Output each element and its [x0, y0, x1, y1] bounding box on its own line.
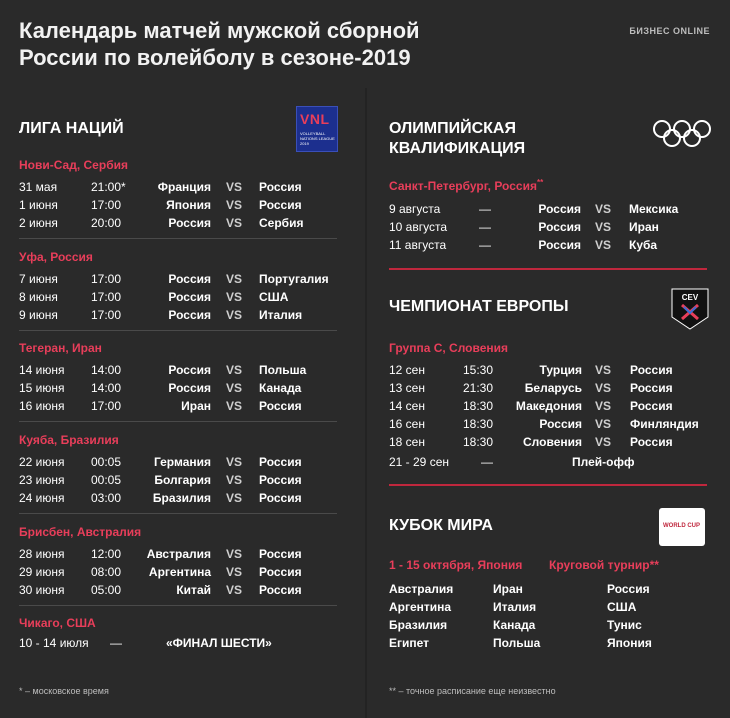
group-divider — [19, 238, 337, 239]
match-time: 18:30 — [463, 399, 494, 413]
final-row — [19, 636, 349, 651]
match-row — [19, 381, 349, 396]
olympic-title-line-2: КВАЛИФИКАЦИЯ — [389, 140, 526, 157]
olympic-city-name: Санкт-Петербург, Россия — [389, 179, 537, 193]
vs-label: VS — [226, 583, 243, 597]
vs-label: VS — [595, 399, 612, 413]
vs-label: VS — [226, 565, 243, 579]
euro-city: Группа С, Словения — [389, 341, 509, 355]
match-time: 20:00 — [91, 216, 122, 230]
team-name: Канада — [493, 618, 536, 632]
team-away: Россия — [630, 363, 673, 377]
match-time: 17:00 — [91, 399, 122, 413]
team-row — [389, 636, 709, 651]
team-home: Россия — [168, 216, 211, 230]
team-away: США — [259, 290, 289, 304]
olympic-city — [389, 178, 543, 193]
match-time: 18:30 — [463, 417, 494, 431]
match-date: 16 июня — [19, 399, 65, 413]
team-name: Польша — [493, 636, 541, 650]
match-date: 22 июня — [19, 455, 65, 469]
match-row — [19, 363, 349, 378]
match-date: 12 сен — [389, 363, 425, 377]
team-home: Турция — [539, 363, 582, 377]
footnote-time: * – московское время — [19, 686, 109, 696]
footnote-schedule: ** – точное расписание еще неизвестно — [389, 686, 556, 696]
match-date: 1 июня — [19, 198, 58, 212]
team-row — [389, 618, 709, 633]
team-home: Аргентина — [148, 565, 211, 579]
team-away: Россия — [630, 435, 673, 449]
vs-label: VS — [226, 491, 243, 505]
team-away: Мексика — [629, 202, 679, 216]
vs-label: VS — [595, 238, 612, 252]
match-date: 15 июня — [19, 381, 65, 395]
match-date: 9 августа — [389, 202, 441, 216]
final-date: 10 - 14 июля — [19, 636, 89, 650]
match-date: 29 июня — [19, 565, 65, 579]
match-date: 31 мая — [19, 180, 58, 194]
team-name: Австралия — [389, 582, 454, 596]
match-time: 03:00 — [91, 491, 122, 505]
brand-logo: БИЗНЕС ONLINE — [629, 26, 710, 36]
team-home: Германия — [153, 455, 211, 469]
team-name: Япония — [607, 636, 652, 650]
team-home: Россия — [168, 381, 211, 395]
team-away: Португалия — [259, 272, 329, 286]
match-time: 14:00 — [91, 363, 122, 377]
team-home: Франция — [157, 180, 211, 194]
match-time: 17:00 — [91, 290, 122, 304]
final-dash: — — [110, 636, 122, 650]
team-away: Россия — [259, 583, 302, 597]
team-home: Македония — [515, 399, 582, 413]
group-divider — [19, 421, 337, 422]
match-date: 13 сен — [389, 381, 425, 395]
team-name: США — [607, 600, 637, 614]
vnl-logo-text: VNL — [300, 111, 330, 127]
match-time: 21:00* — [91, 180, 126, 194]
match-dash: — — [479, 238, 491, 252]
team-away: Россия — [259, 455, 302, 469]
match-dash: — — [479, 202, 491, 216]
final-label: «ФИНАЛ ШЕСТИ» — [166, 636, 272, 650]
match-row — [389, 363, 709, 378]
match-row — [19, 399, 349, 414]
title-line-1: Календарь матчей мужской сборной — [19, 18, 420, 43]
team-away: Россия — [259, 198, 302, 212]
match-date: 14 июня — [19, 363, 65, 377]
team-away: Россия — [259, 473, 302, 487]
match-time: 12:00 — [91, 547, 122, 561]
team-away: Россия — [259, 565, 302, 579]
match-time: 00:05 — [91, 455, 122, 469]
team-away: Сербия — [259, 216, 304, 230]
team-home: Австралия — [146, 547, 211, 561]
playoff-label: Плей-офф — [572, 455, 635, 469]
vs-label: VS — [226, 308, 243, 322]
vnl-logo-sub: VOLLEYBALL NATIONS LEAGUE 2019 — [300, 131, 335, 146]
group-city: Брисбен, Австралия — [19, 525, 142, 539]
team-row — [389, 600, 709, 615]
vnl-logo — [296, 106, 338, 152]
match-date: 28 июня — [19, 547, 65, 561]
vs-label: VS — [226, 547, 243, 561]
match-row — [389, 220, 709, 235]
world-cup-title: КУБОК МИРА — [389, 517, 493, 534]
team-name: Италия — [493, 600, 537, 614]
team-home: Россия — [168, 290, 211, 304]
section-divider — [389, 268, 707, 270]
team-home: Россия — [168, 308, 211, 322]
group-divider — [19, 330, 337, 331]
group-divider — [19, 513, 337, 514]
match-row — [19, 180, 349, 195]
cev-logo-icon — [670, 287, 710, 331]
match-row — [19, 491, 349, 506]
team-name: Египет — [389, 636, 430, 650]
team-name: Иран — [493, 582, 523, 596]
match-row — [19, 290, 349, 305]
vs-label: VS — [226, 363, 243, 377]
match-row — [389, 381, 709, 396]
vs-label: VS — [595, 381, 612, 395]
group-city: Тегеран, Иран — [19, 341, 102, 355]
team-away: Россия — [259, 399, 302, 413]
group-divider — [19, 605, 337, 606]
team-home: Россия — [538, 202, 581, 216]
team-name: Россия — [607, 582, 650, 596]
match-date: 10 августа — [389, 220, 448, 234]
euro-title: ЧЕМПИОНАТ ЕВРОПЫ — [389, 298, 569, 315]
match-row — [19, 198, 349, 213]
match-row — [389, 417, 709, 432]
match-date: 11 августа — [389, 238, 447, 252]
team-away: Иран — [629, 220, 659, 234]
vs-label: VS — [595, 417, 612, 431]
match-date: 30 июня — [19, 583, 65, 597]
match-row — [19, 455, 349, 470]
group-city: Нови-Сад, Сербия — [19, 158, 128, 172]
match-date: 14 сен — [389, 399, 425, 413]
olympic-title — [389, 119, 525, 159]
team-away: Куба — [629, 238, 658, 252]
match-date: 9 июня — [19, 308, 58, 322]
vs-label: VS — [226, 381, 243, 395]
match-row — [19, 583, 349, 598]
vs-label: VS — [226, 198, 243, 212]
team-home: Болгария — [154, 473, 211, 487]
team-away: Италия — [259, 308, 303, 322]
world-cup-format: Круговой турнир** — [549, 558, 659, 572]
match-time: 17:00 — [91, 198, 122, 212]
vs-label: VS — [226, 272, 243, 286]
team-away: Россия — [630, 381, 673, 395]
match-time: 18:30 — [463, 435, 494, 449]
euro-playoff-row — [389, 455, 709, 470]
match-time: 08:00 — [91, 565, 122, 579]
cev-logo-text: CEV — [681, 293, 699, 302]
match-time: 17:00 — [91, 308, 122, 322]
team-name: Бразилия — [389, 618, 448, 632]
match-date: 23 июня — [19, 473, 65, 487]
match-date: 24 июня — [19, 491, 65, 505]
team-away: Польша — [259, 363, 307, 377]
olympic-title-line-1: ОЛИМПИЙСКАЯ — [389, 120, 516, 137]
page-title — [19, 17, 479, 71]
vs-label: VS — [226, 399, 243, 413]
team-home: Беларусь — [524, 381, 582, 395]
match-row — [19, 547, 349, 562]
title-line-2: России по волейболу в сезоне-2019 — [19, 45, 411, 70]
playoff-date: 21 - 29 сен — [389, 455, 449, 469]
olympic-city-mark: ** — [536, 178, 544, 187]
match-time: 05:00 — [91, 583, 122, 597]
match-row — [389, 435, 709, 450]
match-row — [19, 473, 349, 488]
match-time: 14:00 — [91, 381, 122, 395]
group-city: Уфа, Россия — [19, 250, 93, 264]
team-away: Канада — [259, 381, 302, 395]
match-row — [19, 565, 349, 580]
vs-label: VS — [226, 455, 243, 469]
match-row — [389, 202, 709, 217]
vs-label: VS — [226, 290, 243, 304]
playoff-dash: — — [481, 455, 493, 469]
team-home: Россия — [539, 417, 582, 431]
team-away: Финляндия — [630, 417, 699, 431]
team-home: Россия — [538, 220, 581, 234]
match-date: 2 июня — [19, 216, 58, 230]
match-row — [389, 238, 709, 253]
team-name: Тунис — [607, 618, 642, 632]
vs-label: VS — [595, 220, 612, 234]
world-cup-logo-text: WORLD CUP — [663, 523, 700, 529]
world-cup-logo — [659, 508, 705, 546]
team-away: Россия — [259, 180, 302, 194]
match-date: 7 июня — [19, 272, 58, 286]
group-city: Куяба, Бразилия — [19, 433, 119, 447]
header — [0, 0, 730, 88]
section-divider — [389, 484, 707, 486]
vs-label: VS — [595, 202, 612, 216]
team-away: Россия — [259, 491, 302, 505]
match-date: 8 июня — [19, 290, 58, 304]
team-home: Россия — [538, 238, 581, 252]
team-row — [389, 582, 709, 597]
match-row — [389, 399, 709, 414]
vs-label: VS — [595, 435, 612, 449]
team-name: Аргентина — [389, 600, 452, 614]
match-row — [19, 216, 349, 231]
match-date: 18 сен — [389, 435, 425, 449]
match-row — [19, 308, 349, 323]
vs-label: VS — [226, 216, 243, 230]
match-date: 16 сен — [389, 417, 425, 431]
team-home: Россия — [168, 363, 211, 377]
vs-label: VS — [226, 473, 243, 487]
team-home: Китай — [176, 583, 211, 597]
team-home: Бразилия — [152, 491, 211, 505]
match-dash: — — [479, 220, 491, 234]
team-away: Россия — [259, 547, 302, 561]
final-city: Чикаго, США — [19, 616, 96, 630]
match-time: 21:30 — [463, 381, 494, 395]
team-home: Япония — [166, 198, 211, 212]
team-away: Россия — [630, 399, 673, 413]
vs-label: VS — [226, 180, 243, 194]
match-time: 00:05 — [91, 473, 122, 487]
match-time: 15:30 — [463, 363, 494, 377]
nations-league-title: ЛИГА НАЦИЙ — [19, 120, 124, 137]
vs-label: VS — [595, 363, 612, 377]
match-time: 17:00 — [91, 272, 122, 286]
olympic-rings-icon — [652, 118, 712, 150]
world-cup-city: 1 - 15 октября, Япония — [389, 558, 523, 572]
team-home: Словения — [523, 435, 582, 449]
match-row — [19, 272, 349, 287]
team-home: Россия — [168, 272, 211, 286]
team-home: Иран — [181, 399, 211, 413]
